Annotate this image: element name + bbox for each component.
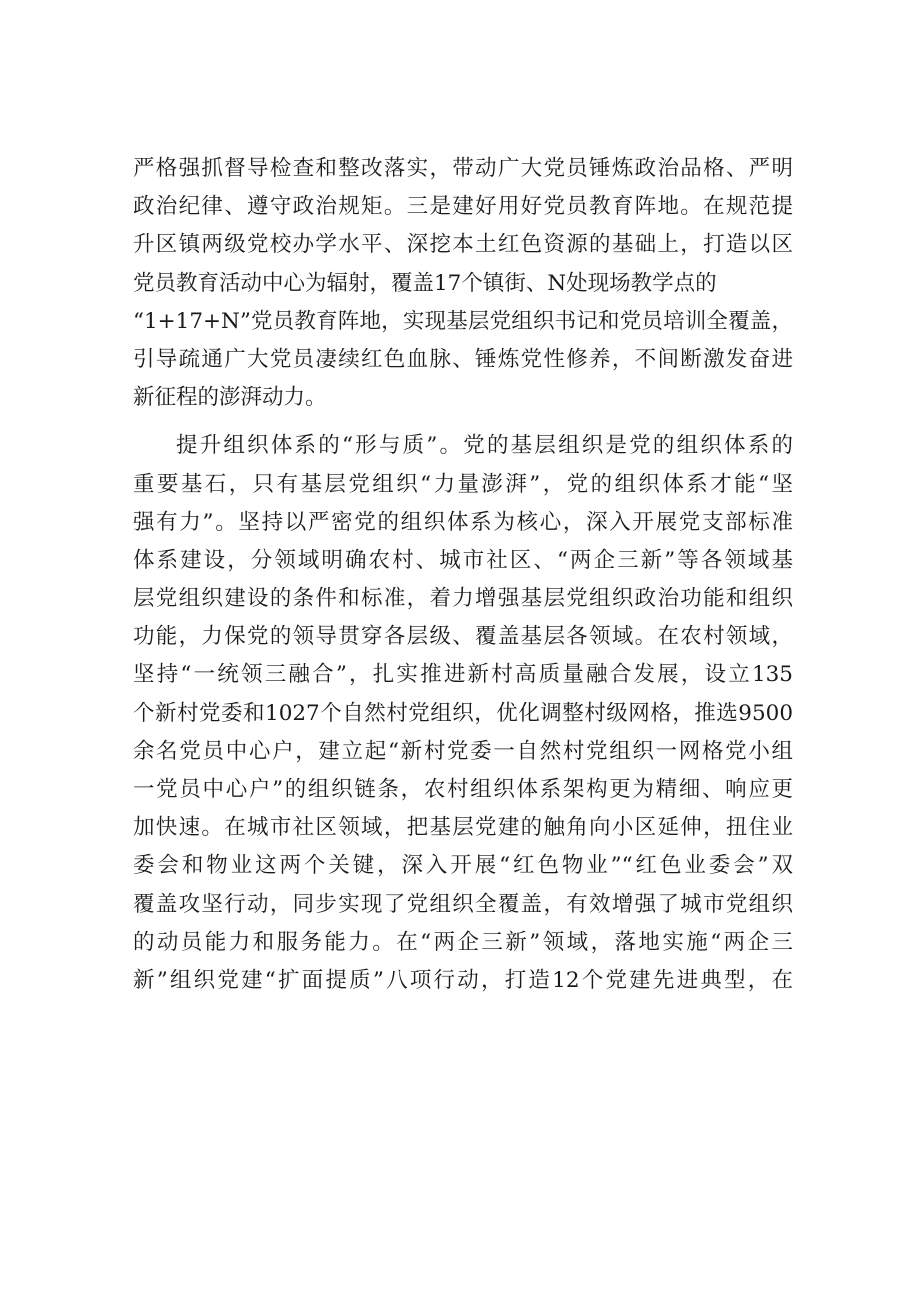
text-line: 坚持“一统领三融合”，扎实推进新村高质量融合发展，设立135 — [133, 662, 793, 688]
text-line: 新”组织党建“扩面提质”八项行动，打造12个党建先进典型，在 — [133, 967, 793, 993]
document-body — [133, 150, 793, 1038]
paragraph-gap — [133, 417, 793, 427]
text-line: 党员教育活动中心为辐射，覆盖17个镇街、N处现场教学点的 — [133, 270, 717, 296]
text-line: 体系建设，分领域明确农村、城市社区、“两企三新”等各领域基 — [133, 547, 793, 573]
text-line: 的动员能力和服务能力。在“两企三新”领域，落地实施“两企三 — [133, 929, 793, 955]
text-line: 新征程的澎湃动力。 — [133, 385, 327, 411]
text-line: 覆盖攻坚行动，同步实现了党组织全覆盖，有效增强了城市党组织 — [133, 891, 793, 917]
text-line: 一党员中心户”的组织链条，农村组织体系架构更为精细、响应更 — [133, 777, 793, 802]
text-line: 严格强抓督导检查和整改落实，带动广大党员锤炼政治品格、严明 — [133, 156, 793, 181]
text-line: “1+17+N”党员教育阵地，实现基层党组织书记和党员培训全覆盖， — [133, 308, 793, 334]
text-line: 加快速。在城市社区领域，把基层党建的触角向小区延伸，扭住业 — [133, 815, 793, 841]
text-line: 层党组织建设的条件和标准，着力增强基层党组织政治功能和组织 — [133, 586, 793, 612]
text-line: 委会和物业这两个关键，深入开展“红色物业”“红色业委会”双 — [133, 853, 793, 879]
text-line: 功能，力保党的领导贯穿各层级、覆盖基层各领域。在农村领域， — [133, 624, 793, 650]
text-line: 政治纪律、遵守政治规矩。三是建好用好党员教育阵地。在规范提 — [133, 194, 793, 220]
text-line — [133, 1000, 793, 1038]
paragraph-2 — [133, 427, 793, 1038]
text-line: 重要基石，只有基层党组织“力量澎湃”，党的组织体系才能“坚 — [133, 471, 793, 497]
text-line: 引导疏通广大党员凄续红色血脉、锤炼党性修养，不间断激发奋进 — [133, 346, 793, 372]
text-line: 余名党员中心户，建立起“新村党委一自然村党组织一网格党小组 — [133, 738, 793, 764]
text-line: 强有力”。坚持以严密党的组织体系为核心，深入开展党支部标准 — [133, 509, 793, 535]
paragraph-1 — [133, 150, 793, 417]
text-line: 升区镇两级党校办学水平、深挖本土红色资源的基础上，打造以区 — [133, 232, 793, 258]
text-line: 提升组织体系的“形与质”。党的基层组织是党的组织体系的 — [176, 433, 793, 459]
text-line: 个新村党委和1027个自然村党组织，优化调整村级网格，推选9500 — [133, 700, 793, 726]
